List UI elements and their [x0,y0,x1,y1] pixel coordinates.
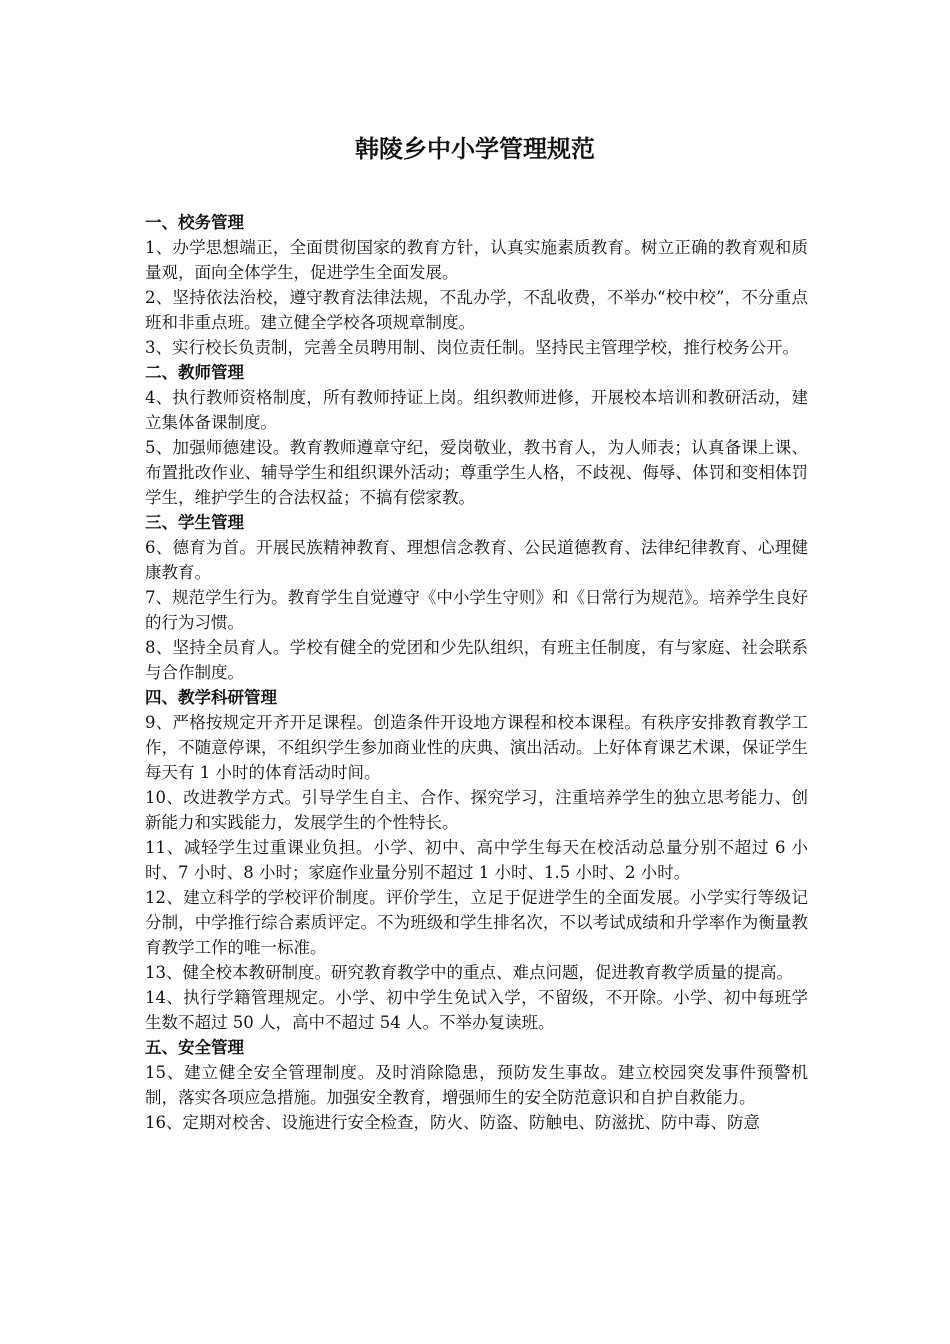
section-student-management [145,510,808,685]
section-safety-management [145,1035,808,1135]
list-item: 1、办学思想端正，全面贯彻国家的教育方针，认真实施素质教育。树立正确的教育观和质量观，面向全体学生，促进学生全面发展。 [145,238,808,282]
list-item: 8、坚持全员育人。学校有健全的党团和少先队组织，有班主任制度，有与家庭、社会联系与合作制度。 [145,638,808,682]
document-body [145,210,808,1135]
list-item: 16、定期对校舍、设施进行安全检查，防火、防盗、防触电、防滋扰、防中毒、防意 [145,1113,760,1132]
list-item: 10、改进教学方式。引导学生自主、合作、探究学习，注重培养学生的独立思考能力、创新能力和实践能力，发展学生的个性特长。 [145,788,808,832]
list-item: 9、严格按规定开齐开足课程。创造条件开设地方课程和校本课程。有秩序安排教育教学工作，不随意停课，不组织学生参加商业性的庆典、演出活动。上好体育课艺术课，保证学生每天有 1 小时的体育活动时间。 [145,713,808,782]
section-heading: 一、校务管理 [145,213,244,232]
list-item: 12、建立科学的学校评价制度。评价学生，立足于促进学生的全面发展。小学实行等级记分制，中学推行综合素质评定。不为班级和学生排名次，不以考试成绩和升学率作为衡量教育教学工作的唯一标准。 [145,888,808,957]
section-heading: 二、教师管理 [145,363,244,382]
list-item: 15、建立健全安全管理制度。及时消除隐患，预防发生事故。建立校园突发事件预警机制，落实各项应急措施。加强安全教育，增强师生的安全防范意识和自护自救能力。 [145,1063,808,1107]
section-heading: 三、学生管理 [145,513,244,532]
list-item: 13、健全校本教研制度。研究教育教学中的重点、难点问题，促进教育教学质量的提高。 [145,963,793,982]
list-item: 7、规范学生行为。教育学生自觉遵守《中小学生守则》和《日常行为规范》。培养学生良好的行为习惯。 [145,588,808,632]
document-title: 韩陵乡中小学管理规范 [355,135,595,163]
section-heading: 五、安全管理 [145,1038,244,1057]
list-item: 2、坚持依法治校，遵守教育法律法规，不乱办学，不乱收费，不举办“校中校”，不分重点班和非重点班。建立健全学校各项规章制度。 [145,288,808,332]
section-teacher-management [145,360,808,510]
section-school-affairs [145,210,808,360]
section-teaching-research [145,685,808,1035]
list-item: 14、执行学籍管理规定。小学、初中学生免试入学，不留级，不开除。小学、初中每班学生数不超过 50 人，高中不超过 54 人。不举办复读班。 [145,988,808,1032]
list-item: 3、实行校长负责制，完善全员聘用制、岗位责任制。坚持民主管理学校，推行校务公开。 [145,338,799,357]
list-item: 11、减轻学生过重课业负担。小学、初中、高中学生每天在校活动总量分别不超过 6 小时、7 小时、8 小时；家庭作业量分别不超过 1 小时、1.5 小时、2 小时。 [145,838,808,882]
list-item: 5、加强师德建设。教育教师遵章守纪，爱岗敬业，教书育人，为人师表；认真备课上课、布置批改作业、辅导学生和组织课外活动；尊重学生人格，不歧视、侮辱、体罚和变相体罚学生，维护学生的合法权益；不搞有偿家教。 [145,438,808,507]
list-item: 4、执行教师资格制度，所有教师持证上岗。组织教师进修，开展校本培训和教研活动，建立集体备课制度。 [145,388,808,432]
list-item: 6、德育为首。开展民族精神教育、理想信念教育、公民道德教育、法律纪律教育、心理健康教育。 [145,538,808,582]
section-heading: 四、教学科研管理 [145,688,277,707]
